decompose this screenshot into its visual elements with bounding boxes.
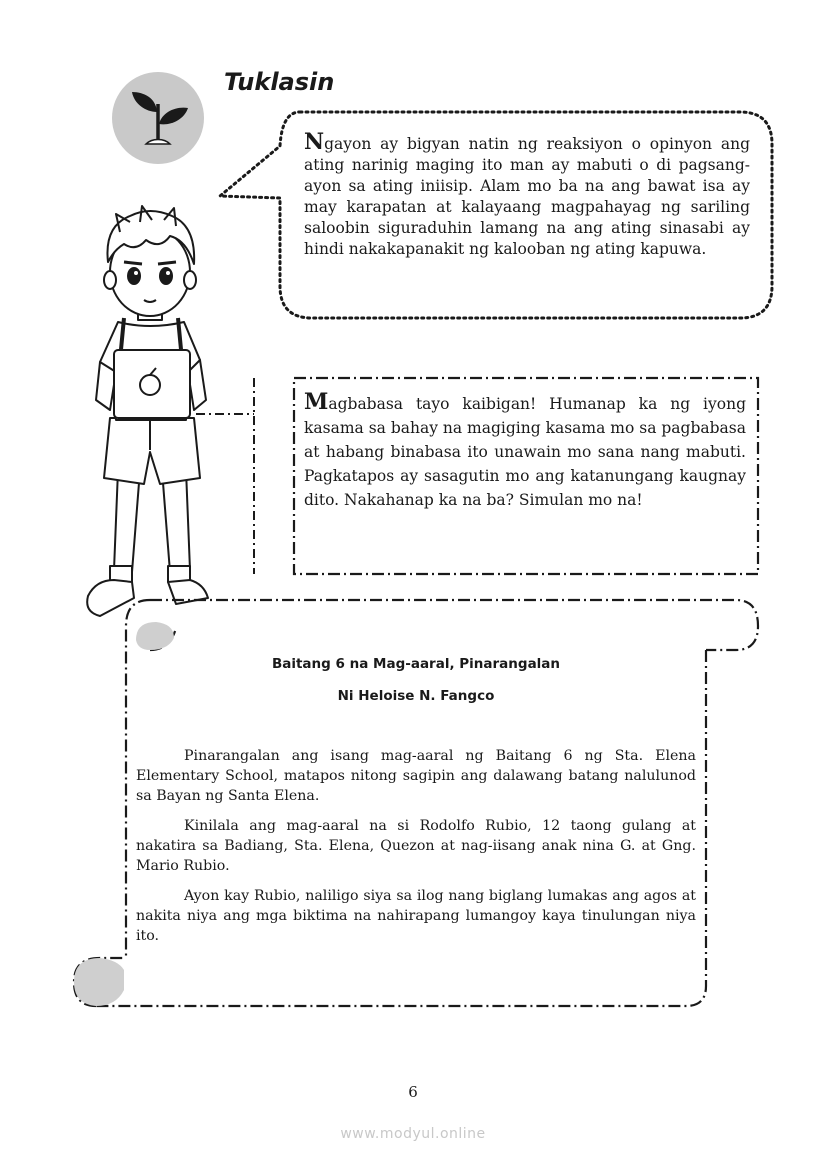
- scroll-curl-top: [136, 622, 174, 650]
- instruction-text: [304, 390, 746, 512]
- article-body: [136, 746, 696, 956]
- section-title: Tuklasin: [224, 68, 335, 96]
- bubble-body: gayon ay bigyan natin ng reaksiyon o opinyon ang ating narinig maging ito man ay mabuti o di pagsang-ayon sa ating iniisip. Alam mo ba na ang bawat isa ay may karapatan at kalayaang magpahayag ng sariling saloobin siguraduhin lamang na ang ating sinasabi ay hindi nakakapanakit ng kalooban ng ating kapuwa.: [304, 135, 750, 258]
- scroll-curl-bottom: [74, 958, 124, 1006]
- instruction-body: agbabasa tayo kaibigan! Humanap ka ng iyong kasama sa bahay na magiging kasama mo sa pagbabasa at habang binabasa ito unawain mo sana nang mabuti. Pagkatapos ay sasagutin mo ang katanungang kaugnay dito. Nakahanap ka na ba? Simulan mo na!: [304, 395, 746, 509]
- watermark: www.modyul.online: [340, 1126, 486, 1142]
- article-paragraph-1: Pinarangalan ang isang mag-aaral ng Baitang 6 ng Sta. Elena Elementary School, matapos nitong sagipin ang dalawang batang nalulunod sa Bayan ng Santa Elena.: [136, 748, 696, 804]
- instruction-dropcap: M: [304, 389, 329, 415]
- article-author: Ni Heloise N. Fangco: [337, 688, 495, 704]
- article-paragraph-3: Ayon kay Rubio, naliligo siya sa ilog nang biglang lumakas ang agos at nakita niya ang mga biktima na nahirapang lumangoy kaya tinulungan niya ito.: [136, 888, 696, 944]
- boy-illustration: [87, 206, 208, 616]
- speech-bubble-text: [304, 129, 750, 260]
- sprout-icon: [112, 72, 204, 164]
- article-title: Baitang 6 na Mag-aaral, Pinarangalan: [271, 656, 561, 672]
- connector-lines: [196, 378, 254, 574]
- article-paragraph-2: Kinilala ang mag-aaral na si Rodolfo Rubio, 12 taong gulang at nakatira sa Badiang, Sta. Elena, Quezon at nag-iisang anak nina G. at Gng. Mario Rubio.: [136, 818, 696, 874]
- bubble-dropcap: N: [304, 129, 325, 155]
- page-number: 6: [408, 1083, 418, 1101]
